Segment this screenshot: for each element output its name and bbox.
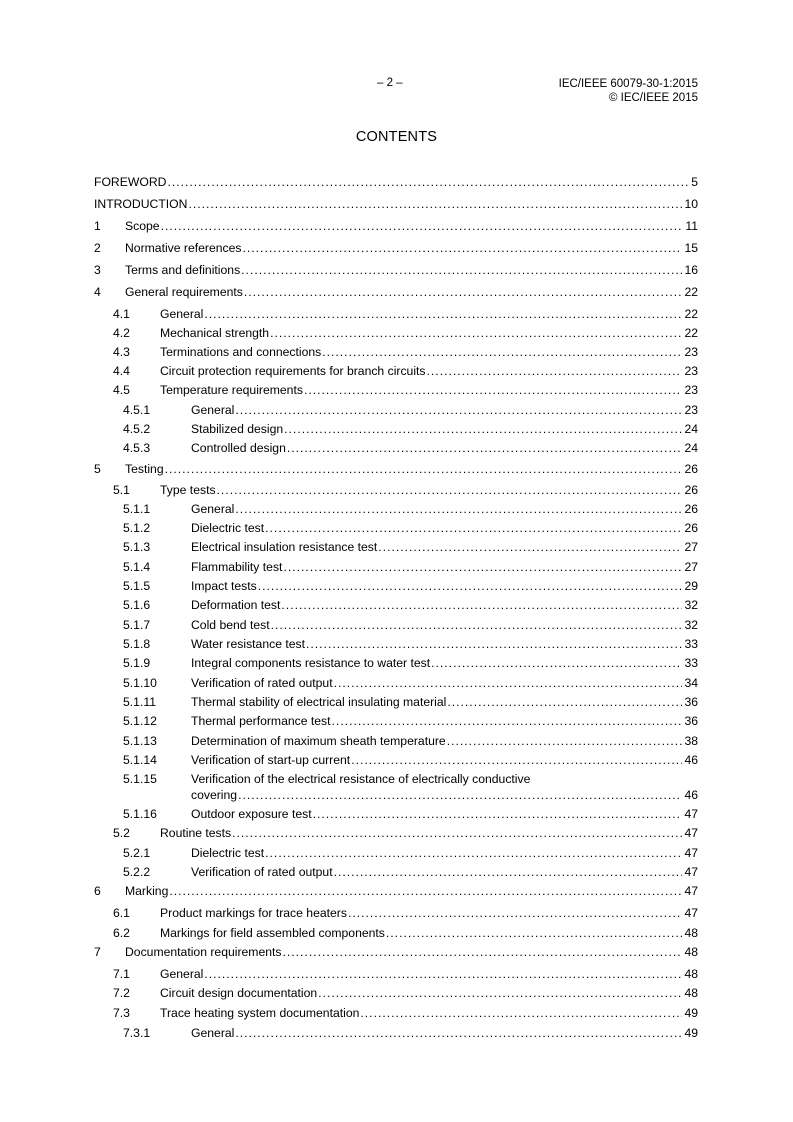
toc-entry-number: 5.1.14 — [123, 753, 157, 767]
toc-entry[interactable] — [94, 675, 698, 691]
dot-leader — [283, 944, 683, 960]
toc-entry-page: 24 — [684, 422, 698, 436]
toc-entry-title: General — [191, 502, 235, 516]
toc-entry-page: 5 — [691, 175, 698, 189]
toc-entry[interactable] — [94, 985, 698, 1001]
toc-entry-title: Dielectric test — [191, 521, 265, 535]
dot-leader — [334, 864, 683, 880]
toc-entry-title: Electrical insulation resistance test — [191, 540, 378, 554]
toc-entry-page: 16 — [684, 263, 698, 277]
toc-entry-title: Thermal performance test — [191, 714, 331, 728]
toc-entry[interactable] — [94, 559, 698, 575]
toc-entry-number: 5.1.12 — [123, 714, 157, 728]
toc-entry[interactable] — [94, 284, 698, 300]
toc-entry-number: 3 — [94, 263, 101, 277]
toc-entry-page: 48 — [684, 967, 698, 981]
toc-entry-title: Temperature requirements — [160, 383, 303, 397]
dot-leader — [313, 806, 683, 822]
toc-entry-title: Cold bend test — [191, 618, 270, 632]
toc-entry-title: FOREWORD — [94, 175, 167, 189]
toc-entry-page: 26 — [684, 462, 698, 476]
toc-entry-number: 7.1 — [113, 967, 130, 981]
toc-entry-page: 47 — [684, 807, 698, 821]
dot-leader — [283, 559, 682, 575]
toc-entry-number: 4.5.3 — [123, 441, 151, 455]
dot-leader — [167, 174, 689, 190]
toc-entry-title: Thermal stability of electrical insulating material — [191, 695, 447, 709]
toc-entry-number: 5.1.6 — [123, 598, 151, 612]
toc-entry-number: 5.1.4 — [123, 560, 151, 574]
toc-entry-title: Markings for field assembled components — [160, 926, 385, 940]
toc-entry-number: 5.1.2 — [123, 521, 151, 535]
dot-leader — [304, 382, 683, 398]
toc-entry[interactable] — [94, 174, 698, 190]
toc-entry-title: Terminations and connections — [160, 345, 322, 359]
toc-entry-title: Testing — [125, 462, 164, 476]
toc-entry-number: 5.1.9 — [123, 656, 151, 670]
toc-entry[interactable] — [94, 363, 698, 379]
toc-entry-page: 29 — [684, 579, 698, 593]
toc-entry[interactable] — [94, 240, 698, 256]
toc-entry-title: Deformation test — [191, 598, 281, 612]
toc-entry-page: 46 — [684, 788, 698, 802]
toc-entry-title: Water resistance test — [191, 637, 306, 651]
dot-leader — [232, 825, 682, 841]
toc-entry-title: Product markings for trace heaters — [160, 906, 347, 920]
toc-entry-number: 5.1.3 — [123, 540, 151, 554]
toc-entry-title: Normative references — [125, 241, 242, 255]
toc-entry[interactable] — [94, 617, 698, 633]
dot-leader — [165, 461, 683, 477]
toc-entry-number: 1 — [94, 219, 101, 233]
toc-entry-title: Routine tests — [160, 826, 232, 840]
contents-heading: CONTENTS — [355, 129, 438, 145]
toc-entry-title: Scope — [125, 219, 160, 233]
toc-entry-title: Integral components resistance to water test — [191, 656, 431, 670]
dot-leader — [427, 363, 683, 379]
toc-entry-number: 5.2 — [113, 826, 130, 840]
dot-leader — [244, 284, 683, 300]
toc-entry[interactable] — [94, 520, 698, 536]
toc-entry[interactable] — [94, 864, 698, 880]
toc-entry-number: 4.5.1 — [123, 403, 151, 417]
toc-entry-page: 49 — [684, 1026, 698, 1040]
toc-entry-title: Mechanical strength — [160, 326, 270, 340]
toc-entry-title: General — [191, 1026, 235, 1040]
toc-entry-title: Verification of the electrical resistance of electrically conductive — [191, 772, 531, 786]
dot-leader — [235, 402, 682, 418]
toc-entry[interactable] — [94, 262, 698, 278]
toc-entry-page: 26 — [684, 483, 698, 497]
dot-leader — [284, 421, 682, 437]
toc-entry-page: 10 — [684, 197, 698, 211]
dot-leader — [360, 1005, 682, 1021]
toc-entry[interactable] — [94, 218, 698, 234]
toc-entry-page: 47 — [684, 826, 698, 840]
toc-entry-number: 5.1.16 — [123, 807, 157, 821]
toc-entry-page: 36 — [684, 714, 698, 728]
toc-entry-title: INTRODUCTION — [94, 197, 188, 211]
dot-leader — [235, 1025, 682, 1041]
toc-entry[interactable] — [94, 402, 698, 418]
toc-entry-number: 4 — [94, 285, 101, 299]
toc-entry-page: 11 — [685, 219, 698, 233]
toc-entry-title: General requirements — [125, 285, 243, 299]
toc-entry[interactable] — [94, 825, 698, 841]
toc-entry-title: Type tests — [160, 483, 216, 497]
toc-entry[interactable] — [94, 845, 698, 861]
toc-entry-title: Circuit protection requirements for branch circuits — [160, 364, 426, 378]
toc-entry-number: 5.1.5 — [123, 579, 151, 593]
toc-entry-page: 22 — [684, 326, 698, 340]
toc-entry-page: 46 — [684, 753, 698, 767]
dot-leader — [386, 925, 683, 941]
toc-entry-number: 4.2 — [113, 326, 130, 340]
toc-entry-page: 22 — [684, 285, 698, 299]
dot-leader — [447, 733, 683, 749]
dot-leader — [431, 655, 682, 671]
toc-entry[interactable] — [94, 733, 698, 749]
dot-leader — [161, 218, 684, 234]
dot-leader — [287, 440, 683, 456]
toc-entry-number: 4.5 — [113, 383, 130, 397]
toc-entry-title: General — [160, 967, 204, 981]
dot-leader — [241, 262, 682, 278]
toc-entry-page: 38 — [684, 734, 698, 748]
toc-entry-title: Documentation requirements — [125, 945, 282, 959]
toc-entry-number: 4.3 — [113, 345, 130, 359]
dot-leader — [235, 501, 682, 517]
toc-entry-number: 4.4 — [113, 364, 130, 378]
copyright-notice: © IEC/IEEE 2015 — [608, 92, 698, 104]
toc-entry-page: 48 — [684, 945, 698, 959]
toc-entry-title: Verification of rated output — [191, 676, 333, 690]
toc-entry[interactable] — [94, 883, 698, 899]
toc-entry-number: 5.1.15 — [123, 772, 157, 786]
toc-entry[interactable] — [94, 597, 698, 613]
toc-entry[interactable] — [94, 539, 698, 555]
dot-leader — [348, 905, 682, 921]
dot-leader — [169, 883, 682, 899]
dot-leader — [271, 617, 683, 633]
toc-entry[interactable] — [94, 440, 698, 456]
toc-entry-page: 15 — [684, 241, 698, 255]
dot-leader — [378, 539, 682, 555]
toc-entry-page: 33 — [684, 656, 698, 670]
toc-entry-number: 7.3 — [113, 1006, 130, 1020]
toc-entry-page: 24 — [684, 441, 698, 455]
page-number: – 2 – — [377, 77, 403, 89]
toc-entry-page: 48 — [684, 926, 698, 940]
toc-entry-title: Stabilized design — [191, 422, 284, 436]
toc-entry-number: 6.2 — [113, 926, 130, 940]
dot-leader — [265, 520, 682, 536]
toc-entry-page: 34 — [684, 676, 698, 690]
toc-entry-page: 23 — [684, 403, 698, 417]
toc-entry-page: 33 — [684, 637, 698, 651]
toc-entry-title: Impact tests — [191, 579, 257, 593]
toc-entry[interactable] — [94, 482, 698, 498]
toc-entry-number: 7.2 — [113, 986, 130, 1000]
toc-entry[interactable] — [94, 905, 698, 921]
toc-entry-page: 27 — [684, 540, 698, 554]
toc-entry-number: 5.2.1 — [123, 846, 151, 860]
dot-leader — [351, 752, 682, 768]
toc-entry-page: 22 — [684, 307, 698, 321]
toc-entry-title: Flammability test — [191, 560, 283, 574]
toc-entry[interactable] — [94, 636, 698, 652]
toc-entry-title: Controlled design — [191, 441, 286, 455]
toc-entry-page: 26 — [684, 521, 698, 535]
toc-entry-number: 5.1.8 — [123, 637, 151, 651]
toc-entry[interactable] — [94, 713, 698, 729]
toc-entry[interactable] — [94, 1025, 698, 1041]
dot-leader — [238, 787, 682, 803]
toc-entry-number: 5.1.13 — [123, 734, 157, 748]
toc-entry-title: Trace heating system documentation — [160, 1006, 360, 1020]
toc-entry[interactable] — [94, 578, 698, 594]
toc-entry[interactable] — [94, 1005, 698, 1021]
toc-entry-number: 7.3.1 — [123, 1026, 151, 1040]
toc-entry[interactable] — [94, 694, 698, 710]
dot-leader — [204, 966, 682, 982]
dot-leader — [188, 196, 682, 212]
toc-entry-title: Verification of rated output — [191, 865, 333, 879]
toc-entry-number: 4.5.2 — [123, 422, 151, 436]
toc-entry[interactable] — [94, 806, 698, 822]
toc-entry-page: 48 — [684, 986, 698, 1000]
toc-entry-page: 23 — [684, 345, 698, 359]
toc-entry[interactable] — [94, 344, 698, 360]
toc-entry[interactable] — [94, 655, 698, 671]
toc-entry-page: 36 — [684, 695, 698, 709]
toc-entry-title: Terms and definitions — [125, 263, 241, 277]
toc-entry-number: 5.1.7 — [123, 618, 151, 632]
toc-entry-page: 47 — [684, 846, 698, 860]
toc-entry[interactable] — [94, 501, 698, 517]
toc-entry[interactable] — [94, 196, 698, 212]
toc-entry[interactable] — [94, 925, 698, 941]
dot-leader — [447, 694, 682, 710]
toc-entry[interactable] — [94, 771, 698, 803]
toc-entry-title: Circuit design documentation — [160, 986, 318, 1000]
dot-leader — [258, 578, 683, 594]
toc-entry-title: Marking — [125, 884, 169, 898]
toc-entry[interactable] — [94, 752, 698, 768]
toc-entry-page: 49 — [684, 1006, 698, 1020]
toc-entry-page: 47 — [684, 884, 698, 898]
toc-entry-number: 7 — [94, 945, 101, 959]
document-id: IEC/IEEE 60079-30-1:2015 — [558, 78, 698, 90]
toc-entry-page: 23 — [684, 383, 698, 397]
toc-entry-title: General — [191, 403, 235, 417]
toc-entry-page: 27 — [684, 560, 698, 574]
toc-entry-page: 26 — [684, 502, 698, 516]
toc-entry-number: 6 — [94, 884, 101, 898]
toc-entry-title: Verification of start-up current — [191, 753, 351, 767]
toc-entry-number: 5.1.11 — [123, 695, 156, 709]
toc-entry-title: Dielectric test — [191, 846, 265, 860]
toc-entry-page: 47 — [684, 865, 698, 879]
dot-leader — [334, 675, 683, 691]
dot-leader — [243, 240, 683, 256]
toc-entry-number: 5.1.1 — [123, 502, 151, 516]
toc-entry-number: 2 — [94, 241, 101, 255]
dot-leader — [265, 845, 682, 861]
toc-entry-number: 5.1 — [113, 483, 130, 497]
toc-entry[interactable] — [94, 325, 698, 341]
dot-leader — [322, 344, 682, 360]
toc-entry[interactable] — [94, 421, 698, 437]
toc-entry[interactable] — [94, 966, 698, 982]
dot-leader — [318, 985, 682, 1001]
toc-entry-title: Outdoor exposure test — [191, 807, 312, 821]
toc-entry[interactable] — [94, 306, 698, 322]
toc-entry[interactable] — [94, 944, 698, 960]
toc-entry[interactable] — [94, 461, 698, 477]
dot-leader — [270, 325, 682, 341]
dot-leader — [217, 482, 683, 498]
toc-entry-page: 47 — [684, 906, 698, 920]
toc-entry[interactable] — [94, 382, 698, 398]
toc-entry-number: 5.2.2 — [123, 865, 151, 879]
toc-entry-number: 5.1.10 — [123, 676, 157, 690]
toc-entry-number: 4.1 — [113, 307, 130, 321]
toc-entry-title-continued: covering — [191, 788, 238, 802]
toc-entry-number: 6.1 — [113, 906, 130, 920]
document-header — [559, 77, 698, 105]
dot-leader — [332, 713, 683, 729]
toc-entry-page: 32 — [684, 618, 698, 632]
dot-leader — [281, 597, 682, 613]
dot-leader — [306, 636, 682, 652]
toc-entry-page: 32 — [684, 598, 698, 612]
toc-entry-page: 23 — [684, 364, 698, 378]
toc-entry-number: 5 — [94, 462, 101, 476]
toc-entry-title: General — [160, 307, 204, 321]
dot-leader — [204, 306, 682, 322]
toc-entry-title: Determination of maximum sheath temperature — [191, 734, 446, 748]
